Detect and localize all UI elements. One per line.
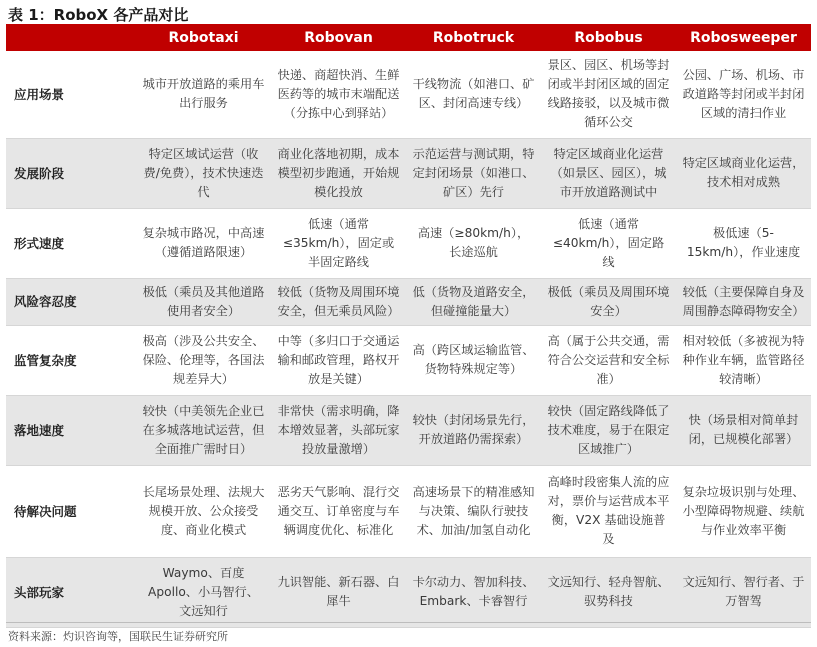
table-cell: 较快（中美领先企业已在多城落地试运营，但全面推广需时日） bbox=[136, 395, 271, 465]
table-cell: 复杂垃圾识别与处理、小型障碍物规避、续航与作业效率平衡 bbox=[676, 465, 811, 557]
table-cell: 高峰时段密集人流的应对，票价与运营成本平衡，V2X 基础设施普及 bbox=[541, 465, 676, 557]
header-robotaxi: Robotaxi bbox=[136, 24, 271, 51]
table-cell: 快（场景相对简单封闭，已规模化部署） bbox=[676, 395, 811, 465]
table-cell: 示范运营与测试期，特定封闭场景（如港口、矿区）先行 bbox=[406, 138, 541, 208]
table-cell: 特定区域试运营（收费/免费），技术快速迭代 bbox=[136, 138, 271, 208]
table-cell: 极高（涉及公共安全、保险、伦理等，各国法规差异大） bbox=[136, 325, 271, 395]
table-row bbox=[6, 325, 811, 395]
table-cell: 九识智能、新石器、白犀牛 bbox=[271, 557, 406, 627]
table-cell: 中等（多归口于交通运输和邮政管理，路权开放是关键） bbox=[271, 325, 406, 395]
table-cell: 公园、广场、机场、市政道路等封闭或半封闭区域的清扫作业 bbox=[676, 51, 811, 138]
table-cell: 低速（通常≤35km/h），固定或半固定路线 bbox=[271, 208, 406, 278]
table-cell: 高（跨区域运输监管、货物特殊规定等） bbox=[406, 325, 541, 395]
table-cell: 高（属于公共交通，需符合公交运营和安全标准） bbox=[541, 325, 676, 395]
table-cell: 高速（≥80km/h），长途巡航 bbox=[406, 208, 541, 278]
row-label: 发展阶段 bbox=[6, 138, 136, 208]
table-cell: 长尾场景处理、法规大规模开放、公众接受度、商业化模式 bbox=[136, 465, 271, 557]
table-cell: 较快（封闭场景先行，开放道路仍需探索） bbox=[406, 395, 541, 465]
row-label: 待解决问题 bbox=[6, 465, 136, 557]
table-cell: 极低（乘员及周围环境安全） bbox=[541, 278, 676, 325]
table-cell: 恶劣天气影响、混行交通交互、订单密度与车辆调度优化、标准化 bbox=[271, 465, 406, 557]
table-row bbox=[6, 465, 811, 557]
header-corner bbox=[6, 24, 136, 51]
table-row bbox=[6, 138, 811, 208]
comparison-table bbox=[6, 24, 811, 628]
table-cell: 较快（固定路线降低了技术难度，易于在限定区域推广） bbox=[541, 395, 676, 465]
row-label: 头部玩家 bbox=[6, 557, 136, 627]
table-cell: 景区、园区、机场等封闭或半封闭区域的固定线路接驳，以及城市微循环公交 bbox=[541, 51, 676, 138]
table-row bbox=[6, 278, 811, 325]
source-note: 资料来源：灼识咨询等，国联民生证券研究所 bbox=[8, 630, 228, 643]
table-cell: 较低（主要保障自身及周围静态障碍物安全） bbox=[676, 278, 811, 325]
table-cell: Waymo、百度Apollo、小马智行、文远知行 bbox=[136, 557, 271, 627]
table-cell: 卡尔动力、智加科技、Embark、卡睿智行 bbox=[406, 557, 541, 627]
table-row bbox=[6, 51, 811, 138]
table-cell: 特定区域商业化运营（如景区、园区），城市开放道路测试中 bbox=[541, 138, 676, 208]
table-cell: 复杂城市路况，中高速（遵循道路限速） bbox=[136, 208, 271, 278]
table-cell: 快递、商超快消、生鲜医药等的城市末端配送（分拣中心到驿站） bbox=[271, 51, 406, 138]
comparison-table-wrapper bbox=[6, 24, 811, 628]
table-cell: 高速场景下的精准感知与决策、编队行驶技术、加油/加氢自动化 bbox=[406, 465, 541, 557]
table-cell: 特定区域商业化运营，技术相对成熟 bbox=[676, 138, 811, 208]
row-label: 落地速度 bbox=[6, 395, 136, 465]
table-cell: 极低（乘员及其他道路使用者安全） bbox=[136, 278, 271, 325]
table-cell: 非常快（需求明确，降本增效显著，头部玩家投放量激增） bbox=[271, 395, 406, 465]
header-robotruck: Robotruck bbox=[406, 24, 541, 51]
table-cell: 低速（通常≤40km/h），固定路线 bbox=[541, 208, 676, 278]
table-row bbox=[6, 395, 811, 465]
table-row bbox=[6, 557, 811, 627]
table-cell: 文远知行、轻舟智航、驭势科技 bbox=[541, 557, 676, 627]
table-cell: 相对较低（多被视为特种作业车辆，监管路径较清晰） bbox=[676, 325, 811, 395]
table-row bbox=[6, 208, 811, 278]
table-cell: 城市开放道路的乘用车出行服务 bbox=[136, 51, 271, 138]
header-robosweeper: Robosweeper bbox=[676, 24, 811, 51]
header-robobus: Robobus bbox=[541, 24, 676, 51]
table-cell: 干线物流（如港口、矿区、封闭高速专线） bbox=[406, 51, 541, 138]
table-header-row bbox=[6, 24, 811, 51]
table-title: 表 1：RoboX 各产品对比 bbox=[8, 6, 189, 24]
table-cell: 极低速（5-15km/h），作业速度 bbox=[676, 208, 811, 278]
table-bottom-rule bbox=[6, 622, 811, 623]
row-label: 风险容忍度 bbox=[6, 278, 136, 325]
row-label: 形式速度 bbox=[6, 208, 136, 278]
row-label: 监管复杂度 bbox=[6, 325, 136, 395]
row-label: 应用场景 bbox=[6, 51, 136, 138]
table-cell: 文远知行、智行者、于万智驾 bbox=[676, 557, 811, 627]
header-robovan: Robovan bbox=[271, 24, 406, 51]
table-cell: 商业化落地初期，成本模型初步跑通，开始规模化投放 bbox=[271, 138, 406, 208]
table-cell: 低（货物及道路安全，但碰撞能量大） bbox=[406, 278, 541, 325]
table-cell: 较低（货物及周围环境安全，但无乘员风险） bbox=[271, 278, 406, 325]
